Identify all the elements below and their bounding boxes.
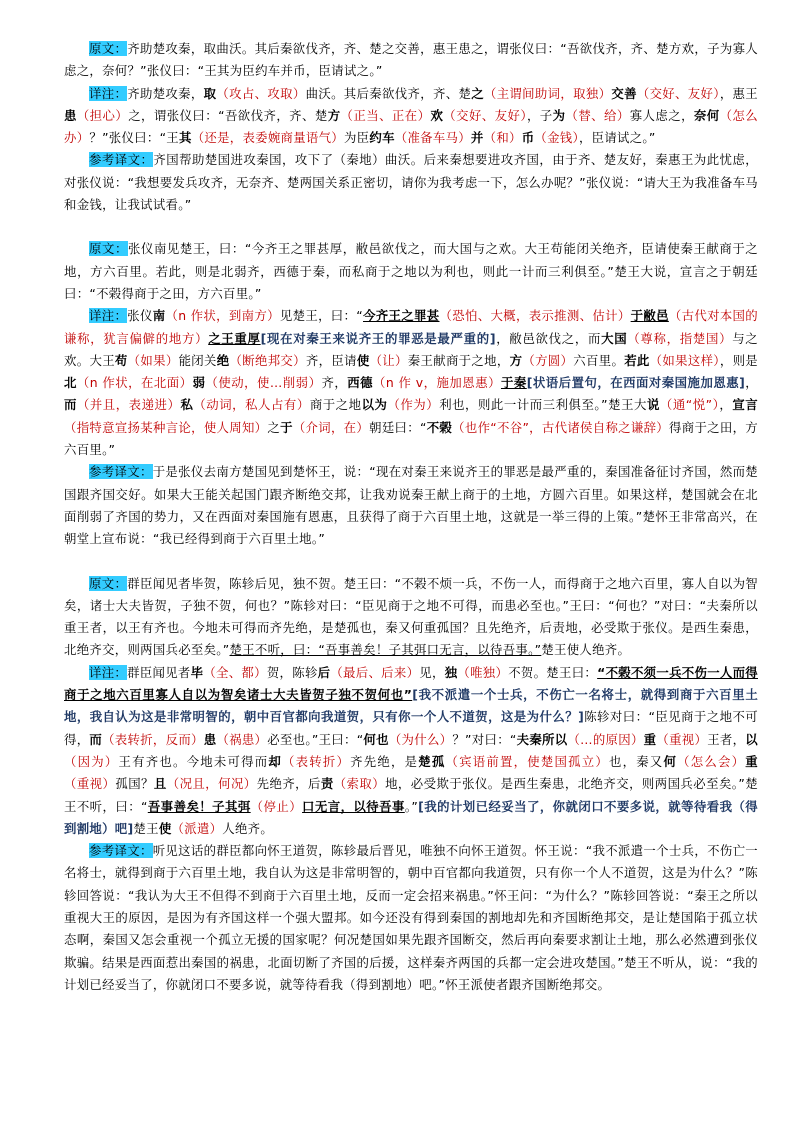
original-paragraph [64,238,758,305]
original-label: 原文： [89,575,128,591]
text-segment: 方 [509,352,523,368]
text-segment: 楚王不听，曰：“吾事善矣！子其弭口无言，以待吾事。” [229,642,542,658]
text-segment: “不榖不须一兵不伤一人而得商于之地六百里寡人自以为智矣诸士大夫皆贺子独不贺何也” [64,664,758,703]
text-segment: 夫秦所以 [516,731,568,747]
text-segment: 群臣闻见者毕贺，陈轸后见，独不贺。楚王曰：“不榖不烦一兵，不伤一人，而得商于之地六百里，寡人自以为智矣，诸士大夫皆贺，子独不贺，何也？”陈轸对曰：“臣见商于之地不可得，而患必至也。”王曰：“何也？”对曰：“夫秦所以重王者，以王有齐也。今地未可得而齐先绝，是楚孤也，秦又何重孤国？且先绝齐，后责地，必受欺于张仪。是西生秦患，北绝齐交，则两国兵必至矣。” [64,575,759,658]
gloss-text: （攻占、攻取） [216,85,306,101]
text-segment: 今齐王之罪甚 [363,308,440,324]
text-segment: 重 [745,753,758,769]
original-paragraph [64,573,758,662]
text-segment: 楚王使人绝齐。 [541,642,631,658]
text-segment: 奈何 [693,107,720,123]
text-segment: 却 [268,753,282,769]
text-segment: ？”张仪曰：“王 [89,130,179,146]
gloss-text: （重视） [656,731,708,747]
text-segment: 六百里。 [573,352,625,368]
translation-paragraph [64,149,758,216]
text-segment: 约车 [369,130,395,146]
text-segment: 寡人虑之， [629,107,694,123]
text-segment: 利也，则此一计而三利俱至。”楚王大 [439,397,647,413]
gloss-text: （怎么会） [677,753,746,769]
translation-note: [现在对秦王来说齐王的罪恶是最严重的] [260,330,496,346]
text-segment: 之 [267,419,281,435]
text-segment: 使 [356,352,370,368]
text-segment: 重 [643,731,657,747]
text-segment: 患 [64,107,77,123]
gloss-text: （况且，何况） [166,776,257,792]
gloss-text: （唯独） [457,664,509,680]
text-segment: 必至也。”王曰：“ [267,731,364,747]
text-segment: ，敝邑欲伐之，而 [495,330,602,346]
gloss-text: （断绝邦交） [229,352,306,368]
gloss-text: （也作“不谷”，古代诸侯自称之谦辞） [452,419,670,435]
gloss-text: （表转折） [282,753,351,769]
text-segment: 取 [203,85,217,101]
text-segment: 人绝齐。 [222,820,274,836]
text-segment: 陈轸对曰：“臣见商于之地不可得， [64,709,759,747]
text-segment: 朝廷曰：“ [369,419,427,435]
text-segment: 责 [320,776,334,792]
gloss-text: （方圆） [522,352,574,368]
gloss-text: （正当、正在） [340,107,431,123]
annotation-label: 详注： [89,308,128,324]
text-segment: 得商于之田，方六百里。” [64,419,758,458]
gloss-text: （作为） [387,397,440,413]
gloss-text: （表转折，反而） [102,731,204,747]
text-segment: 吾事善矣！子其弭 [147,798,251,814]
text-segment: 其 [178,130,192,146]
gloss-text: （古代对本国的谦称，犹言偏僻的地方） [64,308,758,346]
text-segment: 。” [404,798,419,814]
gloss-text: （n 作 v，施加恩惠） [373,375,501,391]
text-segment: 欢 [430,107,444,123]
text-segment: 大国 [601,330,628,346]
original-label: 原文： [89,241,128,257]
translation-paragraph [64,461,758,550]
original-label: 原文： [89,41,128,56]
text-segment: 齐助楚攻秦， [127,85,204,101]
annotation-text [64,86,758,146]
gloss-text: （替、给） [565,107,630,123]
gloss-text: （介词，在） [292,419,370,435]
text-segment: 楚王 [133,820,159,836]
text-segment: 弱 [192,375,206,391]
text-segment: 西德 [347,375,374,391]
original-text: 张仪南见楚王，曰：“今齐王之罪甚厚，敝邑欲伐之，而大国与之欢。大王苟能闭关绝齐，臣请使秦王献商于之地，方六百里。若此，则是北弱齐，西德于秦，而私商于之地以为利也，则此一计而三利俱至。”楚王大说，宣言之于朝廷曰：“不榖得商于之田，方六百里。” [64,241,758,301]
gloss-text: （还是，表委婉商量语气） [191,130,344,146]
text-segment: 楚孤 [418,753,446,769]
gloss-text: （怎么办） [64,107,758,146]
text-segment: 之王重厚 [208,330,261,346]
text-segment: 以为 [361,397,388,413]
gloss-text: （主谓间助词，取独） [483,85,612,101]
text-segment: 群臣闻见者 [127,664,191,680]
gloss-text: （指特意宣扬某种言论，使人周知） [64,419,268,435]
original-text [64,576,758,658]
text-segment: 见， [419,664,445,680]
text-segment: 王者， [707,731,746,747]
text-segment: ，臣请试之。” [578,130,656,146]
gloss-text: （使动，使…削弱） [205,375,322,391]
annotation-text [64,308,758,457]
translation-note: [我不派遣一个士兵，不伤亡一名将士，就得到商于六百里土地，我自认为这是非常明智的，朝中百官都向我道贺，只有你一个人不道贺，这是为什么？] [64,687,759,725]
gloss-text: （动词，私人占有） [193,397,310,413]
text-segment: ，则是 [719,352,758,368]
annotation-label: 详注： [89,664,128,680]
text-segment: 贺，陈轸 [266,664,318,680]
text-segment: 南 [152,308,166,324]
gloss-text: （…的原因） [567,731,644,747]
gloss-text: （尊称，指楚国） [627,330,733,346]
gloss-text: （索取） [333,776,386,792]
text-segment: 宣言 [732,397,758,413]
translation-text: 齐国帮助楚国进攻秦国，攻下了（秦地）曲沃。后来秦想要进攻齐国，由于齐、楚友好，秦惠王为此忧虑，对张仪说：“我想要发兵攻齐，无奈齐、楚两国关系正密切，请你为我考虑一下，怎么办呢？”张仪说：“请大王为我准备车马和金钱，让我试试看。” [64,152,758,213]
annotation-paragraph [64,83,758,150]
annotation-label: 详注： [89,85,128,101]
text-segment: 并 [470,130,484,146]
translation-label: 参考译文： [89,843,153,859]
gloss-text: （交好、友好） [636,85,720,101]
annotation-text [64,665,758,836]
text-segment: 敝邑 [643,308,669,324]
text-segment: 说 [646,397,660,413]
text-segment: 使 [158,820,172,836]
text-segment: 之，谓张仪曰：“吾欲伐齐，齐、楚 [128,107,328,123]
text-segment: 以 [745,731,758,747]
text-segment: 口无言，以待吾事 [302,798,405,814]
text-segment: 齐，臣请 [305,352,357,368]
text-segment: 若此 [624,352,650,368]
text-segment: 能闭关 [178,352,217,368]
gloss-text: （让） [369,352,408,368]
gloss-text: （通“悦”） [659,397,720,413]
gloss-text: （和） [483,130,522,146]
gloss-text: （担心） [76,107,129,123]
gloss-text: （n 作状，到南方） [165,308,280,324]
original-text: 齐助楚攻秦，取曲沃。其后秦欲伐齐，齐、楚之交善，惠王患之，谓张仪曰：“吾欲伐齐，齐、楚方欢，子为寡人虑之，奈何？”张仪曰：“王其为臣约车并币，臣请试之。” [64,41,759,79]
gloss-text: （如果） [127,352,179,368]
text-segment: 后 [317,664,331,680]
text-segment: 且 [153,776,167,792]
gloss-text: （最后、后来） [330,664,420,680]
gloss-text: （全、都） [203,664,267,680]
gloss-text: （并且，表递进） [76,397,181,413]
translation-note: [状语后置句，在西面对秦国施加恩惠] [526,375,746,391]
original-paragraph [64,38,758,83]
text-segment: 而 [89,731,103,747]
gloss-text: （宾语前置，使楚国孤立） [445,753,609,769]
text-segment: 苟 [114,352,128,368]
section-1 [64,38,758,216]
text-segment: 先绝齐，后 [256,776,321,792]
text-segment: 不贺。楚王曰： [508,664,598,680]
section-2 [64,238,758,550]
translation-note: [我的计划已经妥当了，你就闭口不要多说，就等待看我（得到割地）吧] [64,798,759,836]
gloss-text: （金钱） [534,130,579,146]
text-segment: 孤国？ [115,776,154,792]
text-segment: 齐先绝，是 [350,753,419,769]
text-segment: 而 [64,397,77,413]
text-segment: 于 [630,308,644,324]
text-segment: 交善 [611,85,637,101]
text-segment: 为 [552,107,566,123]
text-segment: 何也 [363,731,389,747]
text-segment: 地，必受欺于张仪。是西生秦患，北绝齐交，则两国兵必至矣。”楚王不听，曰：“ [64,776,758,814]
gloss-text: （如果这样） [649,352,720,368]
gloss-text: （准备车马） [394,130,471,146]
annotation-paragraph [64,662,758,840]
text-segment: ，子 [526,107,553,123]
translation-text: 于是张仪去南方楚国见到楚怀王，说：“现在对秦王来说齐王的罪恶是最严重的，秦国准备征讨齐国，然而楚国跟齐国交好。如果大王能关起国门跟齐断绝交邦，让我劝说秦王献上商于的土地，方圆六百里。如果这样，楚国就会在北面削弱了齐国的势力，又在西面对秦国施有恩惠，且获得了商于六百里土地，这就是一举三得的上策。”楚怀王非常高兴，在朝堂上宣布说：“我已经得到商于六百里土地。” [64,464,758,547]
gloss-text: （因为） [64,753,119,769]
annotation-paragraph [64,305,758,461]
text-segment: ？”对曰：“ [452,731,517,747]
text-segment: ， [719,397,733,413]
text-segment: 币 [521,130,535,146]
document-page [64,38,758,996]
text-segment: 绝 [216,352,230,368]
text-segment: 于秦 [500,375,527,391]
gloss-text: （祸患） [216,731,268,747]
gloss-text: （n 作状，在北面） [76,375,193,391]
text-segment: 独 [444,664,458,680]
text-segment: 齐， [321,375,348,391]
text-segment: 毕 [190,664,204,680]
text-segment: 秦王献商于之地， [407,352,510,368]
translation-label: 参考译文： [89,152,154,168]
gloss-text: （重视） [64,776,116,792]
section-3 [64,573,758,997]
translation-label: 参考译文： [89,464,153,480]
text-segment: 不榖 [426,419,453,435]
text-segment: 也，秦又 [609,753,664,769]
text-segment: 见楚王，曰：“ [279,308,364,324]
translation-text: 听见这话的群臣都向怀王道贺，陈轸最后晋见，唯独不向怀王道贺。怀王说：“我不派遣一个士兵，不伤亡一名将士，就得到商于六百里土地，我自认为这是非常明智的，朝中百官都向我道贺，只有你一个人不道贺，这是为什么？”陈轸回答说：“我认为大王不但得不到商于六百里土地，反而一定会招来祸患。”怀王问：“为什么？”陈轸回答说：“秦王之所以重视大王的原因，是因为有齐国这样一个强大盟邦。如今还没有得到秦国的割地却先和齐国断绝邦交，是让楚国陷于孤立状态啊，秦国又怎会重视一个孤立无援的国家呢？何况楚国如果先跟齐国断交，然后再向秦要求割让土地，那么必然遭到张仪欺骗。结果是西面惹出秦国的祸患，北面切断了齐国的后援，这样秦齐两国的兵都一定会进攻楚国。”楚王不听从，说：“我的计划已经妥当了，你就闭口不要多说，就等待看我（得到割地）吧。”怀王派使者跟齐国断绝邦交。 [64,843,758,992]
text-segment: 于 [280,419,293,435]
text-segment: 与之欢。大王 [64,330,758,368]
gloss-text: （交好、友好） [443,107,527,123]
text-segment: 曲沃。其后秦欲伐齐，齐、楚 [305,85,472,101]
text-segment: 王有齐也。今地未可得而 [118,753,269,769]
translation-paragraph [64,840,758,996]
gloss-text: （为什么） [388,731,453,747]
text-segment: 北 [64,375,77,391]
text-segment: 何 [663,753,678,769]
gloss-text: （停止） [250,798,303,814]
text-segment: 患 [203,731,217,747]
gloss-text: （恐怕、大概，表示推测、估计） [439,308,631,324]
text-segment: ，惠王 [719,85,758,101]
text-segment: 私 [180,397,194,413]
text-segment: 商于之地 [309,397,362,413]
text-segment: 之 [471,85,484,101]
text-segment: ， [745,375,758,391]
gloss-text: （派遣） [171,820,223,836]
text-segment: 方 [327,107,341,123]
text-segment: 张仪 [127,308,153,324]
text-segment: 为臣 [343,130,370,146]
